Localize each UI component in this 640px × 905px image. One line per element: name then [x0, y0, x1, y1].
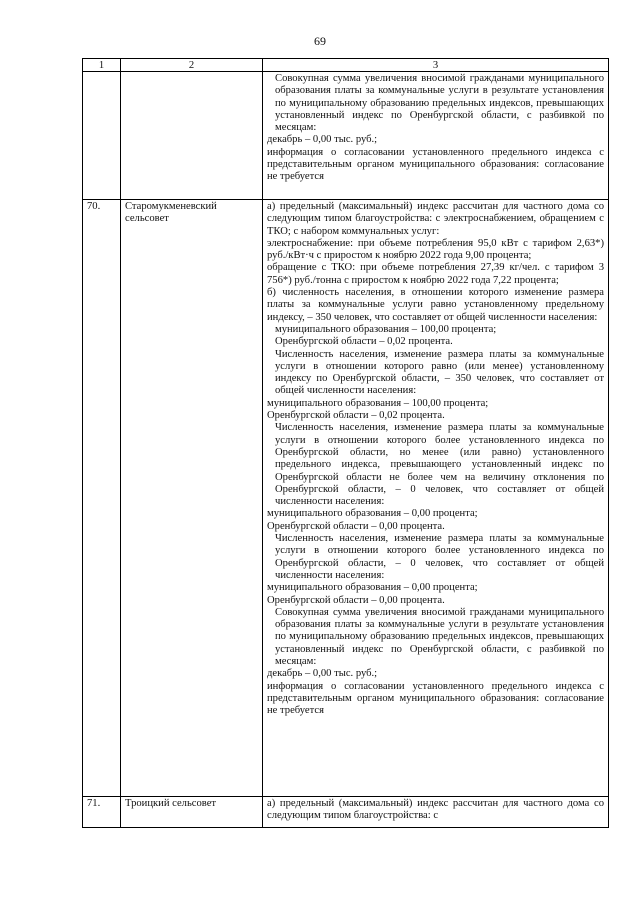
municipality-cell [121, 72, 263, 200]
paragraph: а) предельный (максимальный) индекс рассчитан для частного дома со следующим типом благоустройства: с [267, 798, 604, 822]
column-header-2: 2 [121, 59, 263, 72]
paragraph: Оренбургской области – 0,00 процента. [267, 594, 445, 606]
paragraph: Совокупная сумма увеличения вносимой гражданами муниципального образования платы за коммунальные услуги в результате установления по муниципальному образованию предельных индексов, превышающих установленный индекс по Оренбургской области, с разбивкой по месяцам: [275, 73, 604, 134]
municipality-name: Троицкий сельсовет [121, 797, 263, 828]
row-number-cell [83, 72, 121, 200]
paragraph: электроснабжение: при объеме потребления 95,0 кВт с тарифом 2,63*) руб./кВт·ч с приростом к ноябрю 2022 года 9,00 процента; [267, 237, 604, 262]
column-header-3: 3 [263, 59, 609, 72]
paragraph: б) численность населения, в отношении которого изменение размера платы за коммунальные услуги равно установленному предельному индексу, – 350 человек, что составляет от общей численности населения: [267, 287, 604, 323]
paragraph: обращение с ТКО: при объеме потребления 27,39 кг/чел. с тарифом 3 756*) руб./тонна с приростом к ноябрю 2022 года 7,22 процента; [267, 262, 604, 286]
table-row-70 [83, 200, 609, 797]
paragraph: муниципального образования – 100,00 процента; [267, 397, 489, 409]
description-cell [263, 72, 609, 200]
paragraph: информация о согласовании установленного предельного индекса с представительным органом муниципального образования: согласование не требуется [267, 680, 604, 717]
paragraph: Оренбургской области – 0,00 процента. [267, 520, 445, 532]
description-cell [263, 797, 609, 828]
table-row-continuation [83, 72, 609, 200]
paragraph: Совокупная сумма увеличения вносимой гражданами муниципального образования платы за коммунальные услуги в результате установления по муниципальному образованию предельных индексов, превышающих установленный индекс по Оренбургской области, с разбивкой по месяцам: [275, 606, 604, 667]
paragraph: Численность населения, изменение размера платы за коммунальные услуги в отношении которого более установленного индекса по Оренбургской области, но менее (или равно) установленного предельного индекса, превышающего установленный индекс по Оренбургской области не более чем на величину отклонения по Оренбургской области, – 0 человек, что составляет от общей численности населения: [275, 422, 604, 508]
paragraph: информация о согласовании установленного предельного индекса с представительным органом муниципального образования: согласование не требуется [267, 146, 604, 183]
paragraph: муниципального образования – 0,00 процента; [267, 508, 478, 520]
paragraph: Численность населения, изменение размера платы за коммунальные услуги в отношении которого более установленного индекса по Оренбургской области, – 0 человек, что составляет от общей численности населения: [275, 533, 604, 581]
column-header-1: 1 [83, 59, 121, 72]
row-number: 71. [83, 797, 121, 828]
description-cell [263, 200, 609, 797]
paragraph: декабрь – 0,00 тыс. руб.; [267, 134, 378, 146]
page-number: 69 [314, 34, 326, 48]
paragraph: муниципального образования – 0,00 процента; [267, 582, 478, 594]
paragraph: Оренбургской области – 0,02 процента. [275, 336, 453, 348]
paragraph: декабрь – 0,00 тыс. руб.; [267, 668, 378, 680]
table-header-row [83, 59, 609, 72]
table-row-71 [83, 797, 609, 828]
paragraph: а) предельный (максимальный) индекс рассчитан для частного дома со следующим типом благоустройства: с электроснабжением, обращением с ТКО; с набором коммунальных услуг: [267, 201, 604, 237]
paragraph: Оренбургской области – 0,02 процента. [267, 410, 445, 422]
row-number: 70. [83, 200, 121, 797]
index-table [82, 58, 609, 828]
municipality-name: Старомукменевский сельсовет [121, 200, 263, 797]
paragraph: муниципального образования – 100,00 процента; [275, 323, 497, 335]
paragraph: Численность населения, изменение размера платы за коммунальные услуги в отношении которого равно (или менее) установленному индексу по Оренбургской области, – 350 человек, что составляет от общей численности населения: [275, 348, 604, 397]
